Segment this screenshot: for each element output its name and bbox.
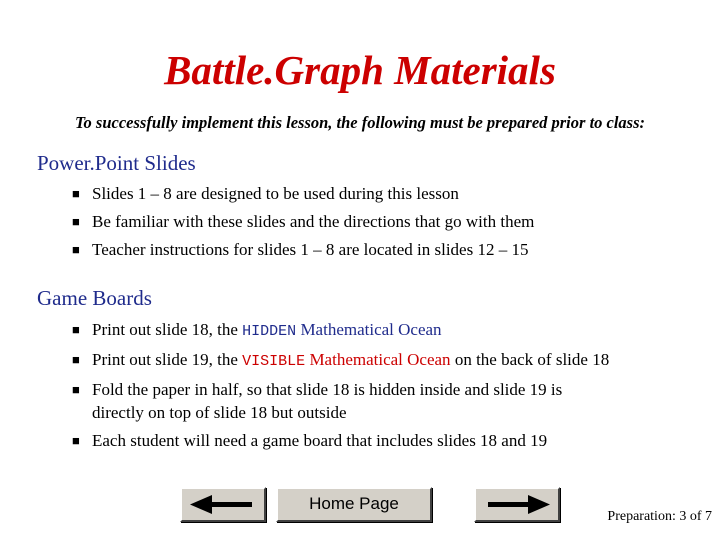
next-slide-button[interactable] <box>474 487 560 522</box>
list-item: ■ Each student will need a game board that includes slides 18 and 19 <box>72 431 548 450</box>
list-item: ■ Fold the paper in half, so that slide 18 is hidden inside and slide 19 is directly on top of slide 18 but outside <box>72 380 563 422</box>
mathematical-ocean-text: Mathematical Ocean <box>305 350 451 369</box>
right-arrow-icon <box>476 489 558 520</box>
visible-keyword: VISIBLE <box>242 353 306 370</box>
list-item: ■ Slides 1 – 8 are designed to be used during this lesson <box>72 184 459 203</box>
bullet-icon: ■ <box>72 186 80 201</box>
bullet-icon: ■ <box>72 382 80 397</box>
section-heading-powerpoint-slides: Power.Point Slides <box>37 151 196 175</box>
list-item: ■ Print out slide 18, the HIDDEN Mathematical Ocean <box>72 320 442 340</box>
previous-slide-button[interactable] <box>180 487 266 522</box>
left-arrow-icon <box>182 489 264 520</box>
bullet-icon: ■ <box>72 242 80 257</box>
bullet-icon: ■ <box>72 352 80 367</box>
list-item: ■ Be familiar with these slides and the directions that go with them <box>72 212 535 231</box>
hidden-keyword: HIDDEN <box>242 323 297 340</box>
bullet-icon: ■ <box>72 322 80 337</box>
mathematical-ocean-text: Mathematical Ocean <box>296 320 442 339</box>
bullet-icon: ■ <box>72 214 80 229</box>
page-title: Battle.Graph Materials <box>164 47 556 93</box>
list-item: ■ Print out slide 19, the VISIBLE Mathematical Ocean on the back of slide 18 <box>72 350 610 370</box>
powerpoint-bullet-list <box>72 182 712 266</box>
home-page-button[interactable]: Home Page <box>276 487 432 522</box>
list-item: ■ Teacher instructions for slides 1 – 8 are located in slides 12 – 15 <box>72 240 529 259</box>
page-subtitle: To successfully implement this lesson, the following must be prepared prior to class: <box>74 113 646 132</box>
bullet-icon: ■ <box>72 433 80 448</box>
slide-counter: Preparation: 3 of 7 <box>607 509 712 524</box>
section-heading-game-boards: Game Boards <box>37 286 152 310</box>
game-boards-bullet-list <box>72 318 712 457</box>
